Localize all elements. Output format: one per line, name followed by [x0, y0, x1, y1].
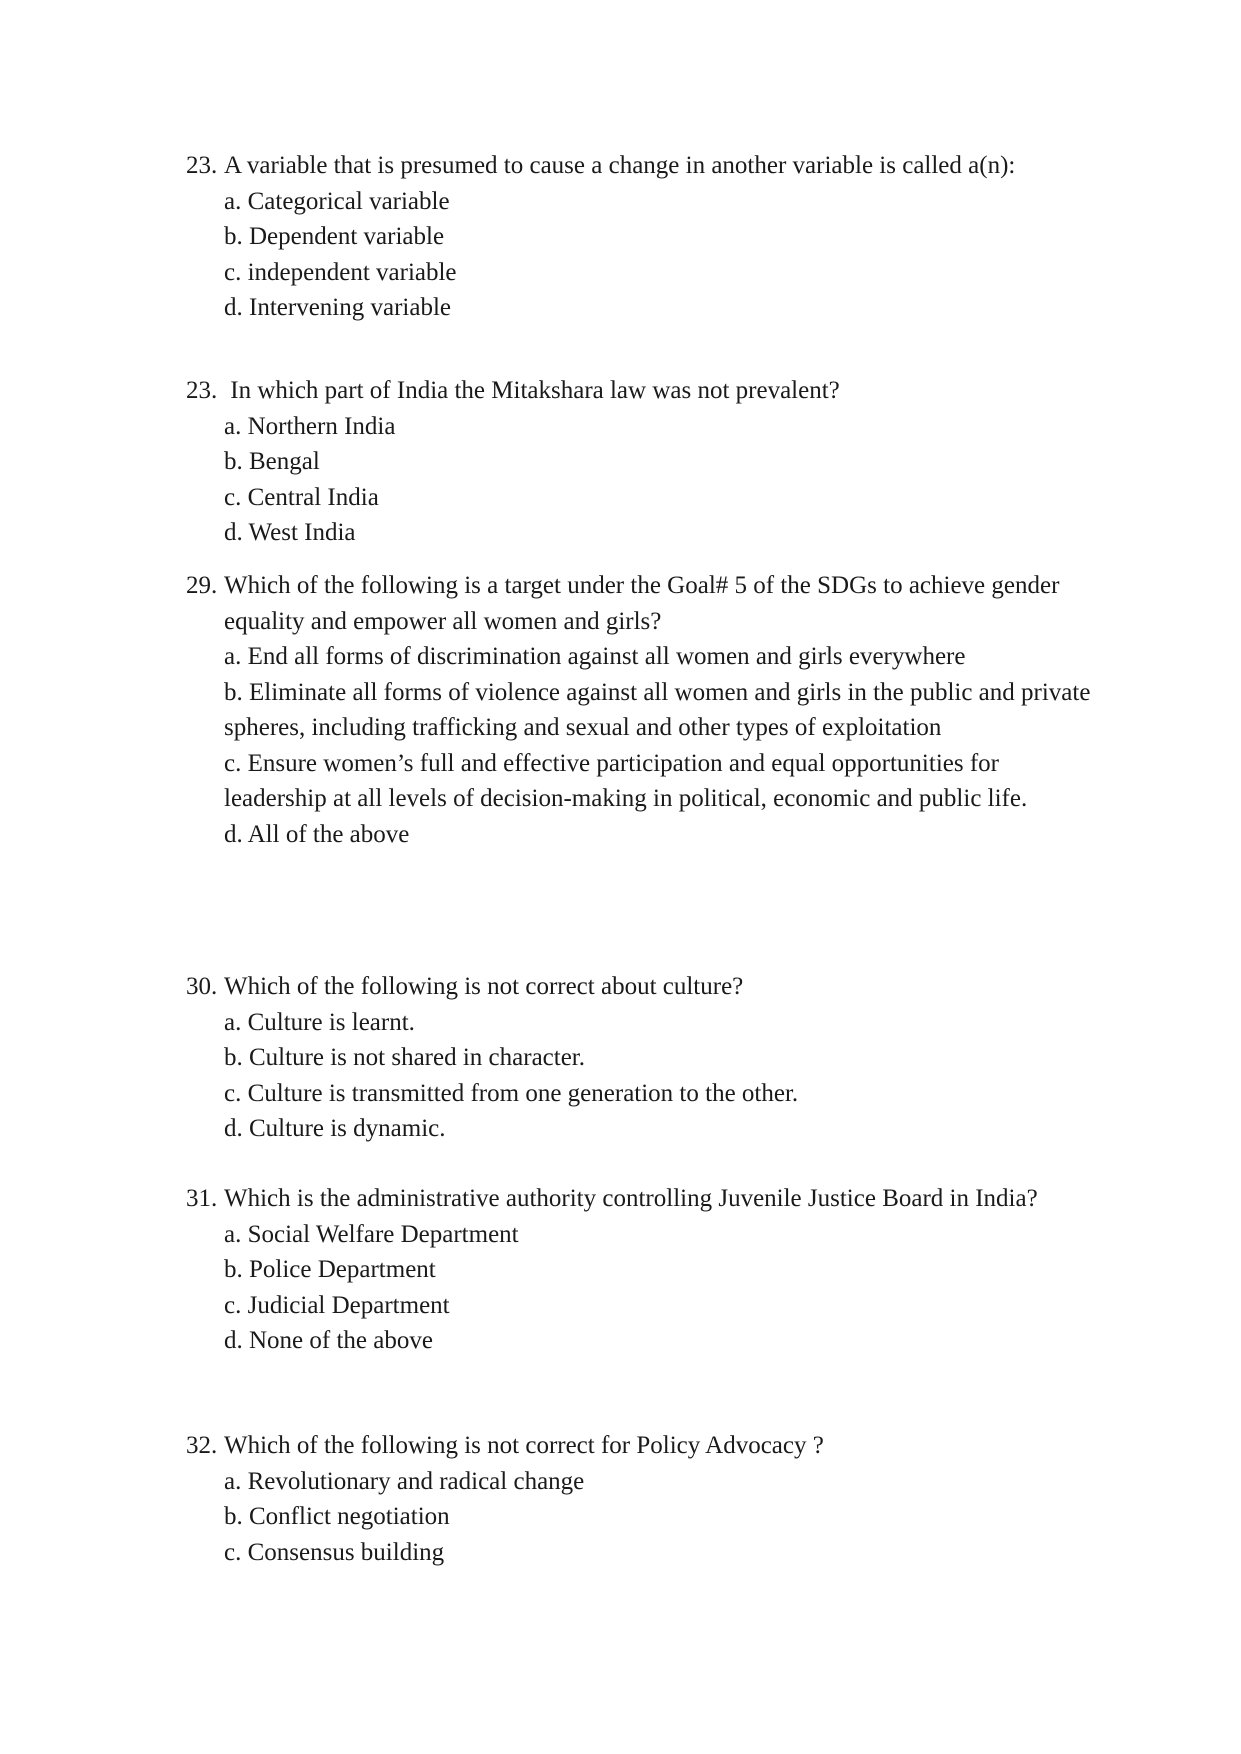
option-list	[186, 409, 1106, 551]
option-a: a. Social Welfare Department	[224, 1220, 519, 1248]
option-c: c. independent variable	[224, 258, 457, 286]
question-text: In which part of India the Mitakshara law was not prevalent?	[224, 377, 840, 404]
option-a: a. End all forms of discrimination against all women and girls everywhere	[224, 643, 966, 670]
question-text: A variable that is presumed to cause a change in another variable is called a(n):	[224, 152, 1016, 179]
option-b: b. Police Department	[224, 1256, 436, 1283]
question-block	[186, 148, 1106, 326]
question-number: 32.	[186, 1432, 218, 1459]
question-stem	[186, 148, 1106, 184]
question-block	[186, 1181, 1106, 1359]
question-block	[186, 373, 1106, 551]
option-c: c. Culture is transmitted from one generation to the other.	[224, 1079, 799, 1107]
option-c: c. Judicial Department	[224, 1291, 450, 1319]
option-d: d. West India	[224, 519, 356, 546]
question-number: 23.	[186, 377, 218, 404]
question-number: 29.	[186, 572, 218, 599]
question-stem	[186, 568, 1106, 639]
option-list	[186, 1217, 1106, 1359]
question-block	[186, 969, 1106, 1147]
option-a: a. Northern India	[224, 412, 396, 440]
option-a: a. Culture is learnt.	[224, 1008, 415, 1036]
option-d: d. All of the above	[224, 820, 410, 848]
question-number: 31.	[186, 1185, 218, 1212]
question-text: Which of the following is not correct for Policy Advocacy ?	[224, 1432, 824, 1459]
question-number: 30.	[186, 973, 218, 1000]
question-number: 23.	[186, 152, 218, 179]
option-b: b. Eliminate all forms of violence against all women and girls in the public and private spheres, including trafficking and sexual and other types of exploitation	[224, 678, 1091, 741]
question-block	[186, 1428, 1106, 1570]
option-list	[186, 1464, 1106, 1571]
option-c: c. Consensus building	[224, 1538, 445, 1566]
option-d: d. Intervening variable	[224, 294, 451, 321]
option-list	[186, 184, 1106, 326]
option-b: b. Dependent variable	[224, 223, 445, 250]
option-a: a. Revolutionary and radical change	[224, 1467, 585, 1495]
question-stem	[186, 1181, 1106, 1217]
option-a: a. Categorical variable	[224, 187, 450, 215]
question-text: Which of the following is a target under the Goal# 5 of the SDGs to achieve gender equality and empower all women and girls?	[224, 572, 1060, 635]
option-list	[186, 1005, 1106, 1147]
question-stem	[186, 373, 1106, 409]
option-b: b. Conflict negotiation	[224, 1503, 450, 1530]
option-list	[186, 639, 1106, 852]
question-stem	[186, 969, 1106, 1005]
option-c: c. Central India	[224, 483, 379, 511]
option-b: b. Culture is not shared in character.	[224, 1044, 585, 1071]
question-stem	[186, 1428, 1106, 1464]
question-text: Which is the administrative authority controlling Juvenile Justice Board in India?	[224, 1185, 1038, 1212]
option-c: c. Ensure women’s full and effective participation and equal opportunities for leadership at all levels of decision-making in political, economic and public life.	[224, 749, 1028, 812]
option-d: d. Culture is dynamic.	[224, 1115, 446, 1142]
option-d: d. None of the above	[224, 1327, 433, 1354]
option-b: b. Bengal	[224, 448, 320, 475]
question-text: Which of the following is not correct about culture?	[224, 973, 744, 1000]
question-block	[186, 568, 1106, 852]
